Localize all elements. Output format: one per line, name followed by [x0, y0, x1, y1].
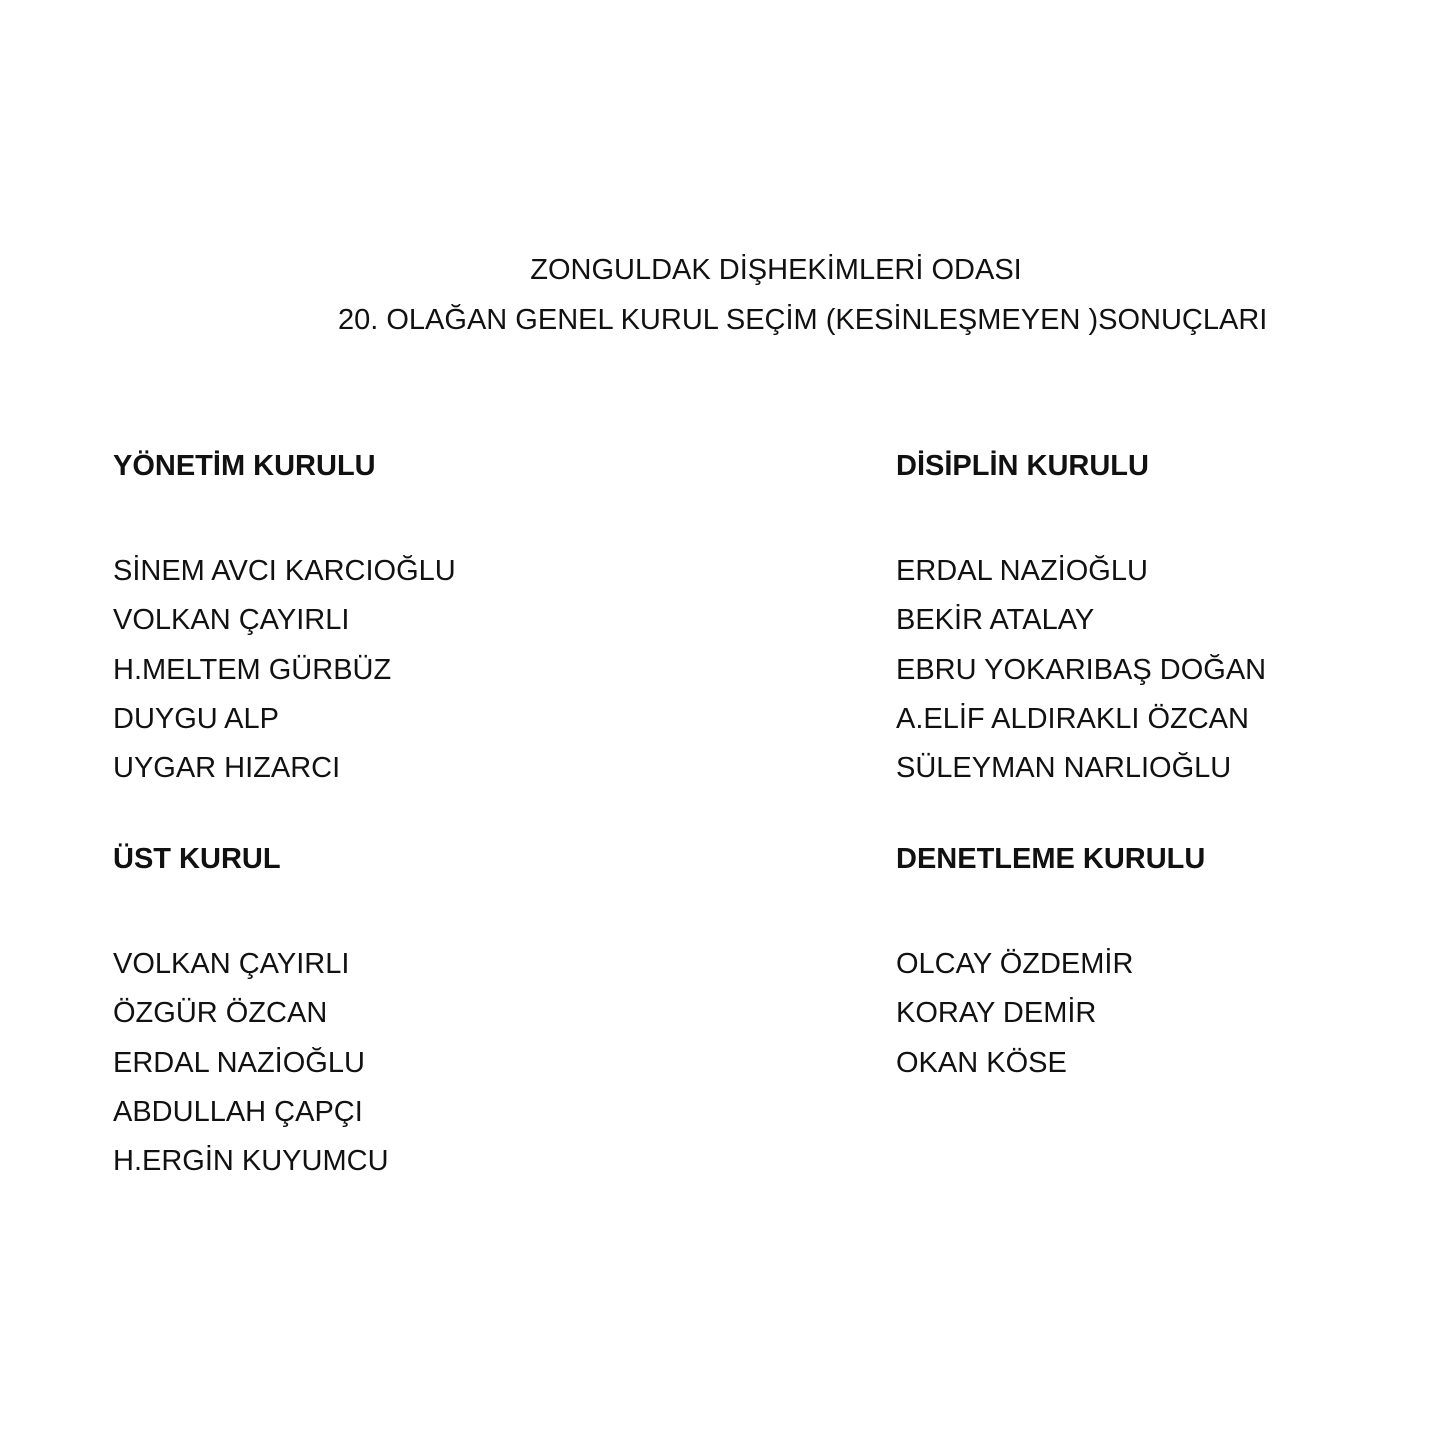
election-results-title: 20. OLAĞAN GENEL KURUL SEÇİM (KESİNLEŞMEYEN )SONUÇLARI	[338, 304, 1268, 336]
member-name: VOLKAN ÇAYIRLI	[113, 604, 350, 637]
section-title: DENETLEME KURULU	[896, 843, 1206, 875]
member-name: H.MELTEM GÜRBÜZ	[113, 653, 392, 686]
member-name: UYGAR HIZARCI	[113, 752, 341, 785]
section-title: YÖNETİM KURULU	[113, 450, 376, 482]
section-denetleme-kurulu	[896, 841, 1440, 1088]
section-title: DİSİPLİN KURULU	[896, 450, 1149, 482]
member-name: ERDAL NAZİOĞLU	[113, 1046, 365, 1079]
member-name: ERDAL NAZİOĞLU	[896, 555, 1148, 587]
section-yonetim-kurulu	[113, 448, 673, 793]
member-name: SİNEM AVCI KARCIOĞLU	[113, 555, 456, 587]
member-name: H.ERGİN KUYUMCU	[113, 1145, 389, 1178]
organization-title: ZONGULDAK DİŞHEKİMLERİ ODASI	[530, 254, 1022, 286]
member-name: EBRU YOKARIBAŞ DOĞAN	[896, 653, 1267, 686]
member-name: KORAY DEMİR	[896, 997, 1097, 1030]
member-name: BEKİR ATALAY	[896, 604, 1095, 637]
member-name: DUYGU ALP	[113, 702, 279, 735]
section-title: ÜST KURUL	[113, 843, 281, 875]
member-name: OKAN KÖSE	[896, 1046, 1067, 1079]
member-name: SÜLEYMAN NARLIOĞLU	[896, 752, 1232, 785]
member-list	[896, 940, 1440, 1088]
member-list	[113, 940, 673, 1186]
member-list	[896, 547, 1440, 793]
member-name: ABDULLAH ÇAPÇI	[113, 1095, 363, 1128]
section-ust-kurul	[113, 841, 673, 1186]
member-name: VOLKAN ÇAYIRLI	[113, 948, 350, 980]
member-list	[113, 547, 673, 793]
section-disiplin-kurulu	[896, 448, 1440, 793]
member-name: ÖZGÜR ÖZCAN	[113, 997, 328, 1030]
member-name: A.ELİF ALDIRAKLI ÖZCAN	[896, 702, 1249, 735]
member-name: OLCAY ÖZDEMİR	[896, 948, 1134, 980]
